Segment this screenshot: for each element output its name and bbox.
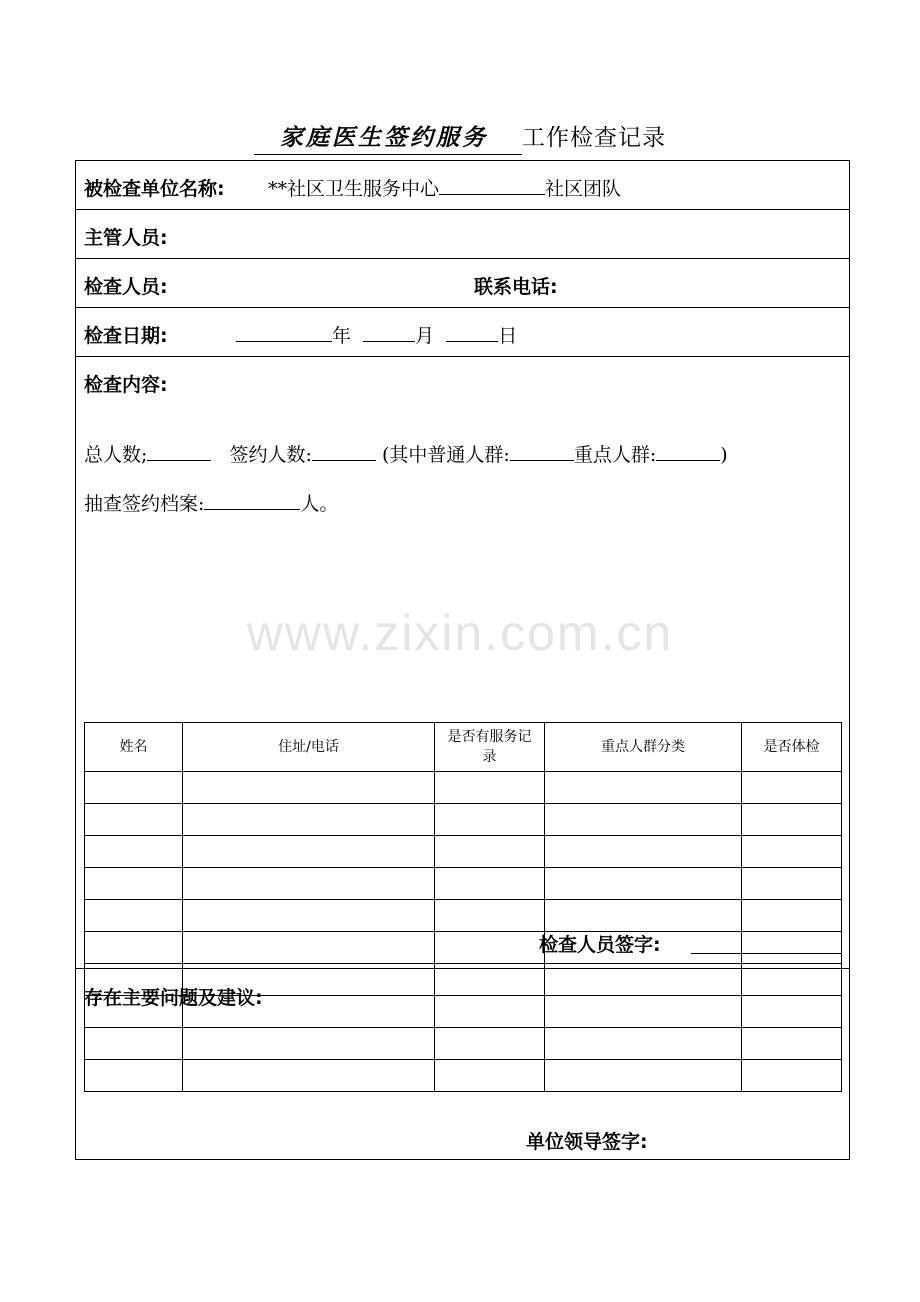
sample-unit: 人。 [300, 493, 339, 515]
month-blank[interactable] [363, 321, 415, 342]
service-record-cell[interactable] [435, 932, 545, 964]
date-label: 检查日期: [84, 325, 168, 347]
name-cell[interactable] [85, 932, 183, 964]
key-group-cell[interactable] [545, 836, 742, 868]
table-header-row [85, 723, 842, 772]
key-group-label: 重点人群: [573, 444, 657, 466]
year-blank[interactable] [236, 321, 332, 342]
address-cell[interactable] [183, 772, 435, 804]
checkup-cell[interactable] [742, 868, 842, 900]
inspector-label: 检查人员: [84, 276, 168, 298]
supervisor-row [76, 210, 849, 259]
header-service-record-text: 是否有服务记录 [447, 729, 532, 765]
day-blank[interactable] [446, 321, 498, 342]
issues-label: 存在主要问题及建议: [84, 987, 263, 1009]
date-fields [236, 321, 517, 348]
key-group-blank[interactable] [656, 440, 720, 461]
service-record-cell[interactable] [435, 804, 545, 836]
header-name: 姓名 [85, 723, 183, 772]
year-label: 年 [332, 325, 352, 347]
sample-label: 抽查签约档案: [84, 493, 205, 515]
title-rest: 工作检查记录 [522, 125, 666, 151]
team-blank[interactable] [439, 174, 545, 195]
checkup-cell[interactable] [742, 900, 842, 932]
month-label: 月 [415, 325, 435, 347]
table-row [85, 868, 842, 900]
issues-section [76, 969, 849, 1159]
service-record-cell[interactable] [435, 836, 545, 868]
service-record-cell[interactable] [435, 900, 545, 932]
close-paren: ) [720, 444, 728, 466]
count-line [84, 440, 728, 467]
watermark-text: www.zixin.com.cn [246, 605, 674, 661]
name-cell[interactable] [85, 836, 183, 868]
address-cell[interactable] [183, 900, 435, 932]
address-cell[interactable] [183, 804, 435, 836]
total-label: 总人数; [84, 444, 148, 466]
key-group-cell[interactable] [545, 900, 742, 932]
inspector-signature-blank[interactable] [691, 933, 842, 954]
leader-signature-label: 单位领导签字: [526, 1131, 648, 1153]
sample-blank[interactable] [204, 489, 300, 510]
name-cell[interactable] [85, 868, 183, 900]
header-key-group: 重点人群分类 [545, 723, 742, 772]
address-cell[interactable] [183, 932, 435, 964]
table-row [85, 772, 842, 804]
general-label: (其中普通人群: [381, 444, 510, 466]
content-section [76, 357, 849, 969]
date-row [76, 308, 849, 357]
address-cell[interactable] [183, 836, 435, 868]
signed-label: 签约人数: [229, 444, 312, 466]
inspector-row [76, 259, 849, 308]
key-group-cell[interactable] [545, 804, 742, 836]
header-address: 住址/电话 [183, 723, 435, 772]
unit-suffix: 社区团队 [545, 178, 622, 200]
unit-name: **社区卫生服务中心 [268, 178, 440, 200]
form-title [0, 122, 920, 155]
header-service-record [435, 723, 545, 772]
header-checkup: 是否体检 [742, 723, 842, 772]
total-blank[interactable] [147, 440, 211, 461]
table-row [85, 836, 842, 868]
service-record-cell[interactable] [435, 772, 545, 804]
signed-blank[interactable] [312, 440, 376, 461]
unit-row [76, 161, 849, 210]
content-label: 检查内容: [84, 374, 168, 396]
address-cell[interactable] [183, 868, 435, 900]
table-row [85, 804, 842, 836]
table-row [85, 900, 842, 932]
service-record-cell[interactable] [435, 868, 545, 900]
sample-line [84, 489, 338, 516]
name-cell[interactable] [85, 772, 183, 804]
unit-label: 被检查单位名称: [84, 178, 225, 200]
name-cell[interactable] [85, 900, 183, 932]
supervisor-label: 主管人员: [84, 227, 168, 249]
inspection-form [75, 160, 850, 1160]
day-label: 日 [498, 325, 518, 347]
key-group-cell[interactable] [545, 772, 742, 804]
general-blank[interactable] [510, 440, 574, 461]
name-cell[interactable] [85, 804, 183, 836]
title-highlight: 家庭医生签约服务 [254, 122, 522, 155]
inspector-signature-label: 检查人员签字: [539, 934, 661, 956]
phone-label: 联系电话: [474, 276, 558, 298]
checkup-cell[interactable] [742, 836, 842, 868]
checkup-cell[interactable] [742, 772, 842, 804]
key-group-cell[interactable] [545, 868, 742, 900]
unit-value [268, 174, 621, 201]
checkup-cell[interactable] [742, 804, 842, 836]
